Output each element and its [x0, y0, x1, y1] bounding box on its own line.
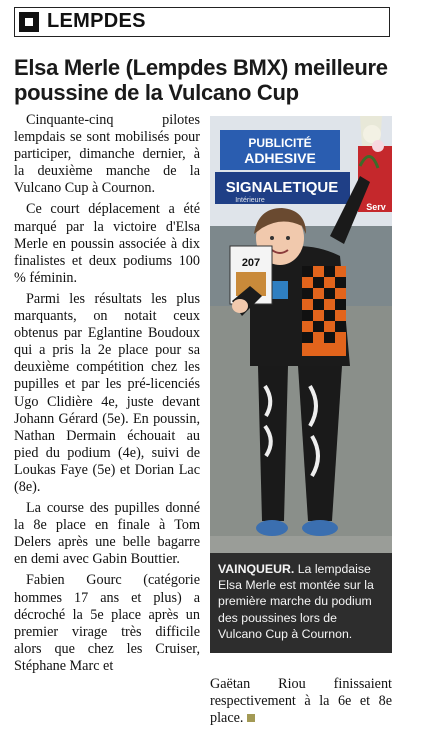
article-photo	[210, 116, 392, 553]
caption-lead: VAINQUEUR.	[218, 562, 295, 576]
section-label: LEMPDES	[47, 10, 146, 32]
photo-caption	[210, 553, 392, 653]
paragraph-2: Ce court déplacement a été marqué par la victoire d'Elsa Merle en poussin associée à dix finalistes et deux podiums 100 % féminin.	[14, 201, 200, 286]
banner-line4: Intérieure	[235, 197, 265, 204]
banner-side: Serv	[366, 202, 386, 212]
banner-line3: SIGNALETIQUE	[225, 179, 339, 196]
number-plate: 207	[241, 257, 261, 269]
jersey-pattern	[302, 266, 346, 356]
section-rubric	[14, 7, 390, 37]
paragraph-3: Parmi les résultats les plus marquants, on notait ceux obtenus par Eglantine Boudoux qui a pris la 2e place pour sa deuxième compétition chez les pupilles et par les pré-licenciés Ugo Clidière 4e, juste devant Johann Gérard (5e). En poussin, Nathan Dermain échouait au pied du podium (4e), suivi de Loukas Faye (5e) et Dorian Lac (8e).	[14, 290, 200, 495]
article-column-left	[14, 112, 200, 679]
end-mark-icon	[247, 714, 255, 722]
caption-text: La lempdaise Elsa Merle est montée sur la première marche du podium des poussines lors de Vulcano Cup à Cournon.	[218, 562, 374, 641]
banner-line1: PUBLICITÉ	[248, 136, 312, 150]
square-bullet-icon	[19, 12, 39, 32]
paragraph-1: Cinquante-cinq pilotes lempdais se sont mobilisés pour participer, dimanche dernier, à la deuxième manche de la Vulcano Cup à Cournon.	[14, 112, 200, 197]
article-column-right	[210, 676, 392, 727]
paragraph-5: Fabien Gourc (catégorie hommes 17 ans et plus) a décroché la 5e place après un premier virage très difficile alors que chez les Cruiser, Stéphane Marc et	[14, 572, 200, 674]
banner-line2: ADHESIVE	[244, 150, 316, 166]
photo-illustration	[210, 116, 392, 553]
paragraph-6-text: Gaëtan Riou finissaient respectivement à la 6e et 8e place.	[210, 676, 392, 727]
paragraph-4: La course des pupilles donné la 8e place en finale à Tom Delers après une belle bagarre en demi avec Gabin Bouttier.	[14, 500, 200, 568]
article-headline: Elsa Merle (Lempdes BMX) meilleure poussine de la Vulcano Cup	[14, 55, 388, 105]
paragraph-6	[210, 676, 392, 727]
